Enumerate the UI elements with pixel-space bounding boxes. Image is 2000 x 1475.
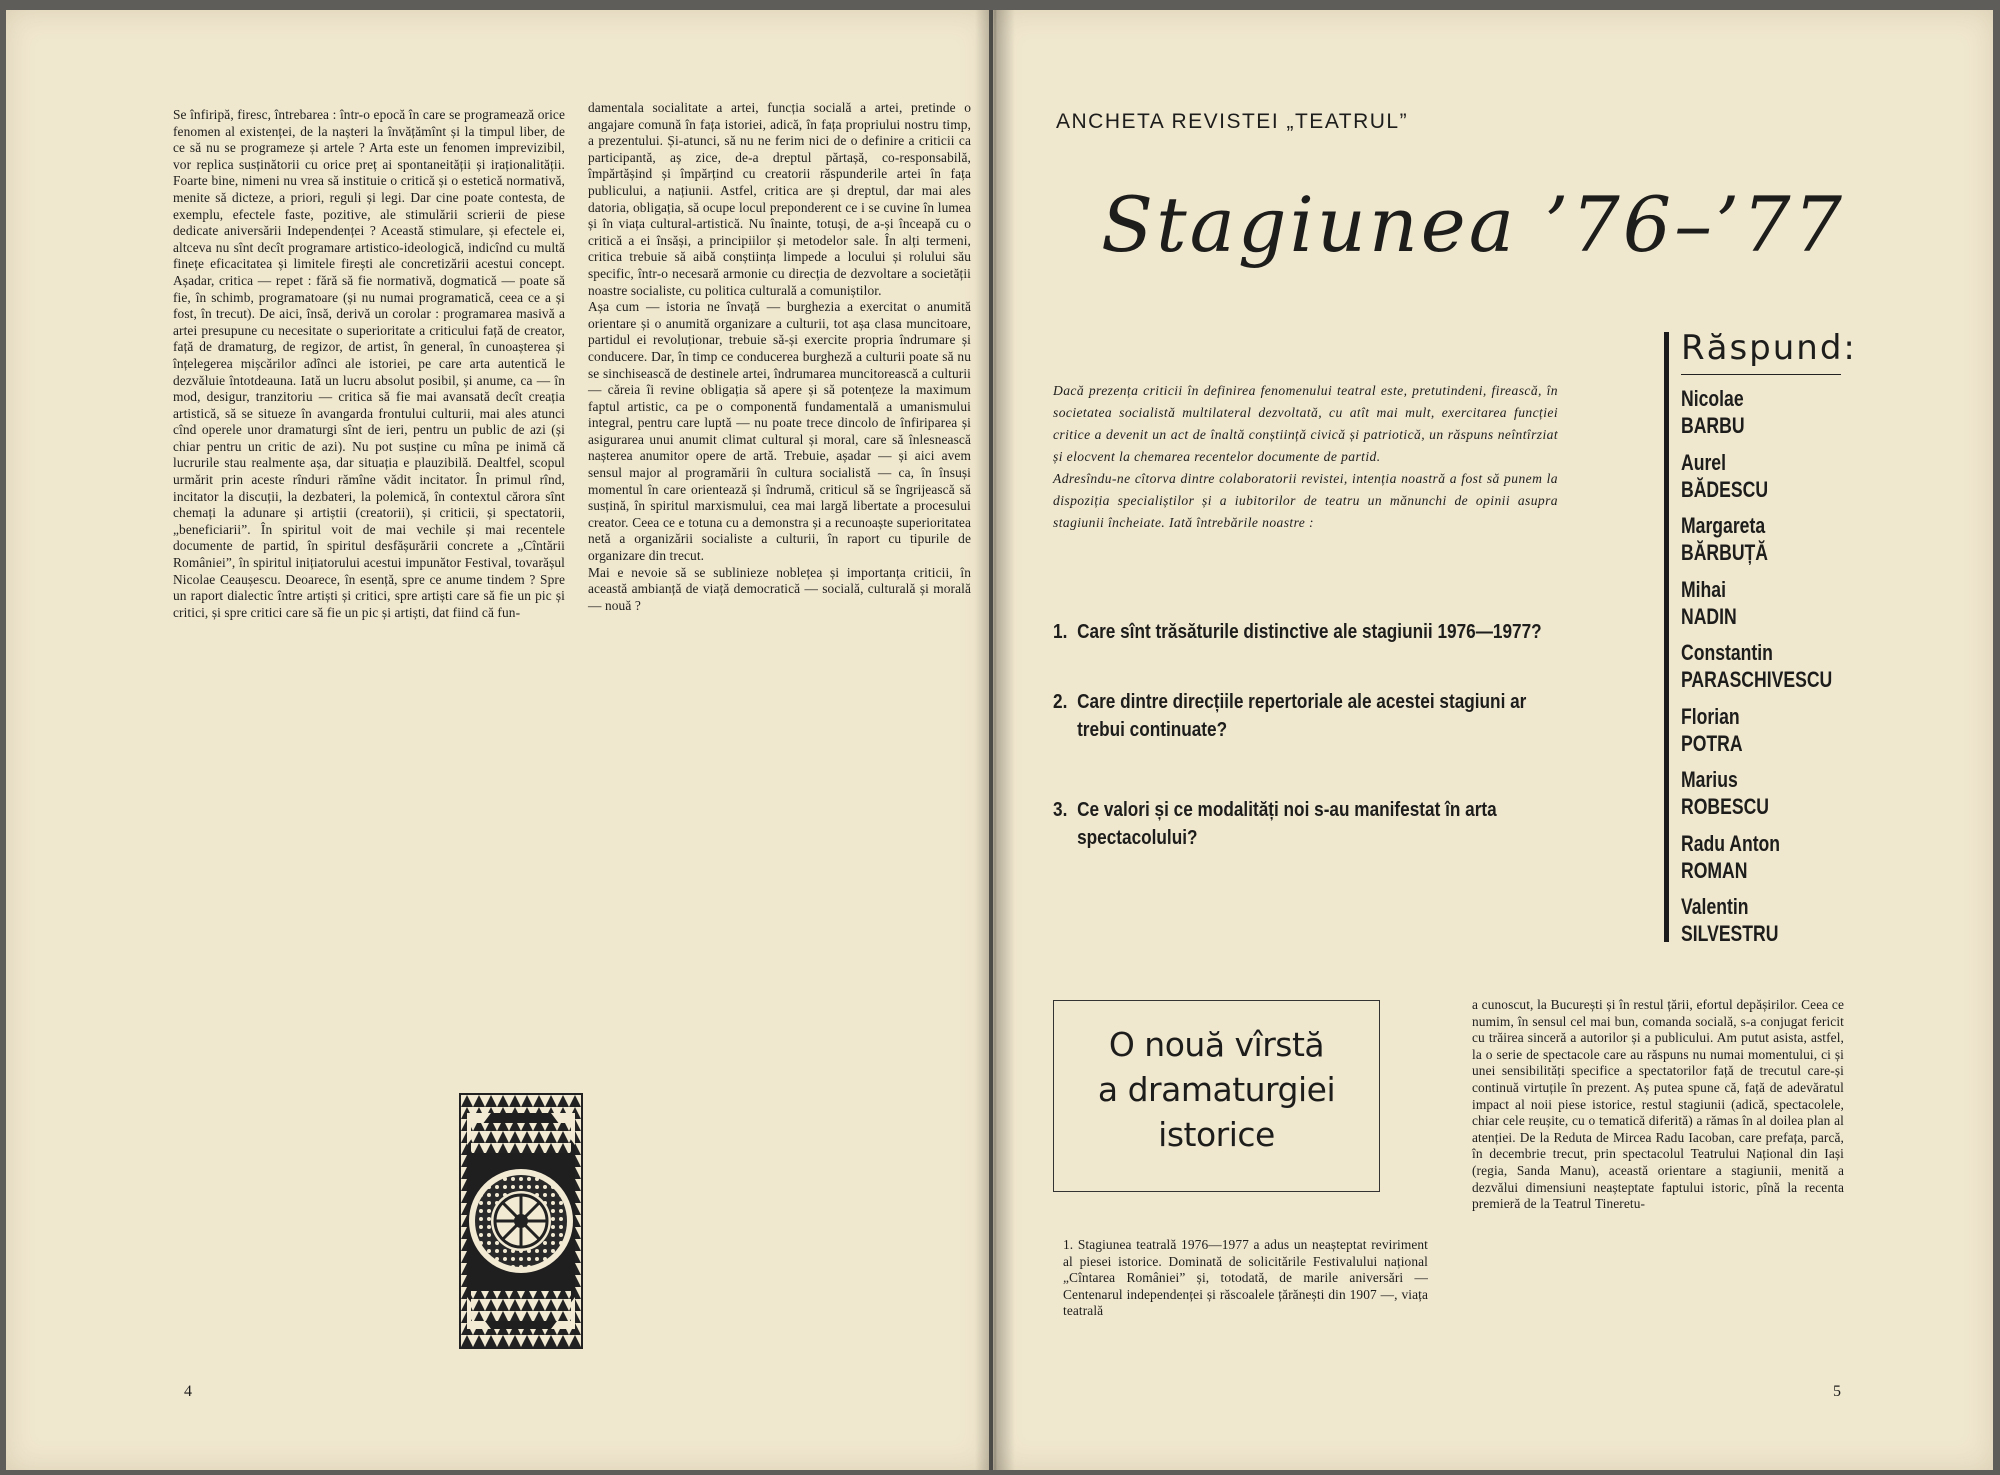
respondents-box [1664,328,1857,946]
question-text: Care sînt trăsăturile distinctive ale stagiunii 1976—1977? [1077,621,1542,643]
respondent-last-name: SILVESTRU [1681,921,1779,946]
question-item [1053,796,1578,852]
respondent-last-name: PARASCHIVESCU [1681,667,1833,692]
respondent-entry [1681,893,1817,957]
heading-rule [1681,374,1841,375]
respondent-entry [1681,449,1817,513]
respondent-entry [1681,766,1817,830]
left-text-column-1: Se înfiripă, firesc, întrebarea : într-o epocă în care se programează orice fenomen al existenței, de la nașteri la învățămînt și la timpul liber, de ce să nu se programeze și artele ? Arta este un fenomen imprevizibil, vor replica susținătorii cu orice preț ai spontaneității și iraționalității. Foarte bine, nimeni nu vrea să instituie o critică și o estetică normativă, menite să dicteze, a priori, reguli și legi. Dar cine poate contesta, de exemplu, efectele faste, pozitive, ale stimulării scrierii de piese dedicate aniversării Independenței ? Această stimulare, și efectele ei, altceva nu sînt decît programare artistico-ideologică, indicînd cu multă finețe eficacitatea și limitele firești ale concretizării acestui concept. Așadar, critica — repet : fără să fie normativă, dogmatică — poate să fie, în schimb, programatoare (și nu numai programatică, ceea ce a și fost, în trecut). De aici, însă, derivă un corolar : programarea masivă a artei presupune cu necesitate o superioritate a criticului față de creator, față de dramaturg, de regizor, de artist, în general, în cunoașterea și înțelegerea mișcărilor adînci ale istoriei, pe care arta autentică le dezvăluie întotdeauna. Iată un lucru absolut posibil, și anume, ca — în mod, desigur, tranzitoriu — critica să fie mai avansată decît creația artistică, să se situeze în avangarda frontului culturii, mai ales atunci cînd operele unor dramaturgi sînt de ieri, pentru un public de azi (și chiar pentru un critic de azi). Nu pot susține cu mîna pe inimă că lucrurile stau realmente așa, dar situația e plauzibilă. Dealtfel, scopul urmărit prin aceste rînduri rămîne vădit incitator. În primul rînd, incitator la discuții, la dezbateri, la polemică, în contextul cărora sînt chemați la adunare și artiștii (creatorii), și criticii, și spectatorii, „beneficiarii”. În spiritul voit de mai vechile și mai recentele documente de partid, în spiritul desfășurării concrete a „Cîntării României”, în spiritul inițiatorului acestui impunător Festival, tovarășul Nicolae Ceaușescu. Deoarece, în esență, spre ce anume tindem ? Spre un raport dialectic între artiști și critici, spre artiști care să fie un pic și critici, și spre critici care să fie un pic și artiști, dat fiind că fun- [173,107,565,620]
respondent-first-name: Marius [1681,767,1738,792]
ornamental-woodcut-image [459,1093,583,1349]
respondent-entry [1681,576,1817,640]
page-number-right: 5 [1833,1383,1841,1400]
respondent-first-name: Nicolae [1681,386,1744,411]
question-list [1053,618,1578,852]
respondent-entry [1681,830,1817,894]
respondent-last-name: NADIN [1681,603,1737,629]
respondent-first-name: Aurel [1681,449,1726,475]
respondent-first-name: Margareta [1681,513,1766,538]
question-number: 3. [1053,799,1068,821]
question-text: Care dintre direcțiile repertoriale ale acestei stagiuni ar trebui continuate? [1077,691,1527,741]
article-title-line: istorice [1158,1115,1275,1154]
respondent-last-name: ROMAN [1681,857,1748,883]
respondent-last-name: BĂRBUȚĂ [1681,540,1769,565]
respondent-entry [1681,639,1833,703]
question-item [1053,688,1578,744]
page-number-left: 4 [184,1383,192,1400]
question-text: Ce valori și ce modalități noi s-au manifestat în arta spectacolului? [1077,799,1497,849]
respondent-entry [1681,385,1817,449]
article-title [1054,1022,1379,1157]
article-title-line: a dramaturgiei [1097,1070,1336,1109]
question-item [1053,618,1578,646]
article-title-box [1053,1000,1380,1192]
page-title: Stagiunea ’76–’77 [1101,180,1845,269]
intro-paragraph: Dacă prezența criticii în definirea fenomenului teatral este, pretutindeni, firească, în societatea socialistă multilateral dezvoltată, cu atît mai mult, exercitarea funcției critice a devenit un act de înaltă conștiință civică și patriotică, un răspuns neîntîrziat și elocvent la chemarea recentelor documente de partid. Adresîndu-ne cîtorva dintre colaboratorii revistei, intenția noastră a fost să punem la dispoziția specialiștilor și a iubitorilor de teatru un mănunchi de opinii asupra stagiunii încheiate. Iată întrebările noastre : [1053,383,1558,530]
left-text-column-2: damentala socialitate a artei, funcția socială a artei, pretinde o angajare comună în fața istoriei, adică, în fața propriului nostru timp, a prezentului. Și-atunci, să nu ne ferim nici de o definire a criticii ca participantă, aș zice, de-a dreptul părtașă, co-responsabilă, împărtășind și împărțind cu creatorii răspunderile artei în fața publicului, a națiunii. Astfel, critica are și dreptul, dar mai ales datoria, obligația, să ocupe locul preponderent ce i se cuvine în lumea și în viața cultural-artistică. Nu înainte, totuși, de a-și înceapă cu o critică a ei însăși, a principiilor și metodelor sale. În alți termeni, critica trebuie să aibă conștiința limpede a locului și rolului său specific, într-o necesară armonie cu direcția de dezvoltare a societății noastre socialiste, cu politica culturală a comuniștilor. Așa cum — istoria ne învață — burghezia a exercitat o anumită orientare și o anumită organizare a culturii, tot așa clasa muncitoare, partidul ei revoluționar, trebuie să-și exercite propria îndrumare și conducere. Dar, în timp ce conducerea burgheză a culturii poate să nu se sinchisească de destinele artei, îndrumarea muncitorească a culturii — căreia îi revine obligația să apere și să potențeze la maximum faptul artistic, ca pe o componentă fundamentală a umanismului integral, pentru care luptă — nu poate trece dincolo de înfiriparea și asigurarea unui anumit climat cultural și moral, care să înlesnească nașterea anumitor opere de artă. Trebuie, așadar — și aici avem sensul major al programării în cultura socialistă — ca, în însuși momentul în care orientează și îndrumă, criticul să se îngrijească să susțină, în spiritul marxismului, cea mai largă libertate a procesului creator. Ceea ce e totuna cu a demonstra și a recunoaște superioritatea netă a organizării socialiste a culturii, în raport cu tipurile de organizare din trecut. Mai e nevoie să se sublinieze noblețea și importanța criticii, în această ambianță de viață democratică — socială, culturală și morală — nouă ? [588,100,971,613]
respondent-entry [1681,703,1817,767]
respondent-last-name: BĂDESCU [1681,476,1769,502]
respondent-first-name: Mihai [1681,576,1726,602]
article-text-column-2: a cunoscut, la București și în restul țării, efortul depășirilor. Ceea ce numim, în sensul cel mai bun, comanda socială, s-a conjugat fericit cu trăirea sinceră a autorilor și a publicului. Am putut asista, astfel, la o serie de spectacole care au răspuns nu numai momentului, ci și unei sensibilități specifice a spectatorilor față de trecutul care-și continuă virtuțile în prezent. Aș putea spune că, față de adevăratul impact al noii piese istorice, restul stagiunii (adică, spectacolele, chiar cele reușite, cu o tematică diferită) a rămas în al doilea plan al atenției. De la Reduta de Mircea Radu Iacoban, care prefața, parcă, în decembrie trecut, prin spectacolul Teatrului Național din Iași (regia, Sanda Manu), această orientare a stagiunii, menită a dezvălui dimensiuni neașteptate faptului istoric, pînă la recenta premieră de la Teatrul Tineretu- [1472,997,1844,1212]
respondent-first-name: Radu Anton [1681,830,1781,856]
respondent-entry [1681,512,1817,576]
respondent-last-name: POTRA [1681,730,1743,756]
respondents-heading: Răspund: [1681,328,1857,368]
article-text-column-1: 1. Stagiunea teatrală 1976—1977 a adus un neașteptat reviriment al piesei istorice. Dominată de solicitările Festivalului național „Cîntarea României” și, totodată, de marile aniversări — Centenarul independenței și răscoalele țărănești din 1907 —, viața teatrală [1063,1237,1428,1319]
respondent-last-name: BARBU [1681,413,1745,438]
right-page [993,10,1993,1470]
left-page [6,10,989,1470]
survey-rubric: ANCHETA REVISTEI „TEATRUL” [1056,110,1409,133]
article-title-line: O nouă vîrstă [1108,1025,1325,1064]
respondent-first-name: Valentin [1681,894,1749,919]
question-number: 1. [1053,621,1068,643]
respondent-first-name: Florian [1681,703,1740,729]
respondents-list [1681,385,1851,957]
respondent-last-name: ROBESCU [1681,794,1770,819]
respondent-first-name: Constantin [1681,640,1773,665]
question-number: 2. [1053,691,1068,713]
